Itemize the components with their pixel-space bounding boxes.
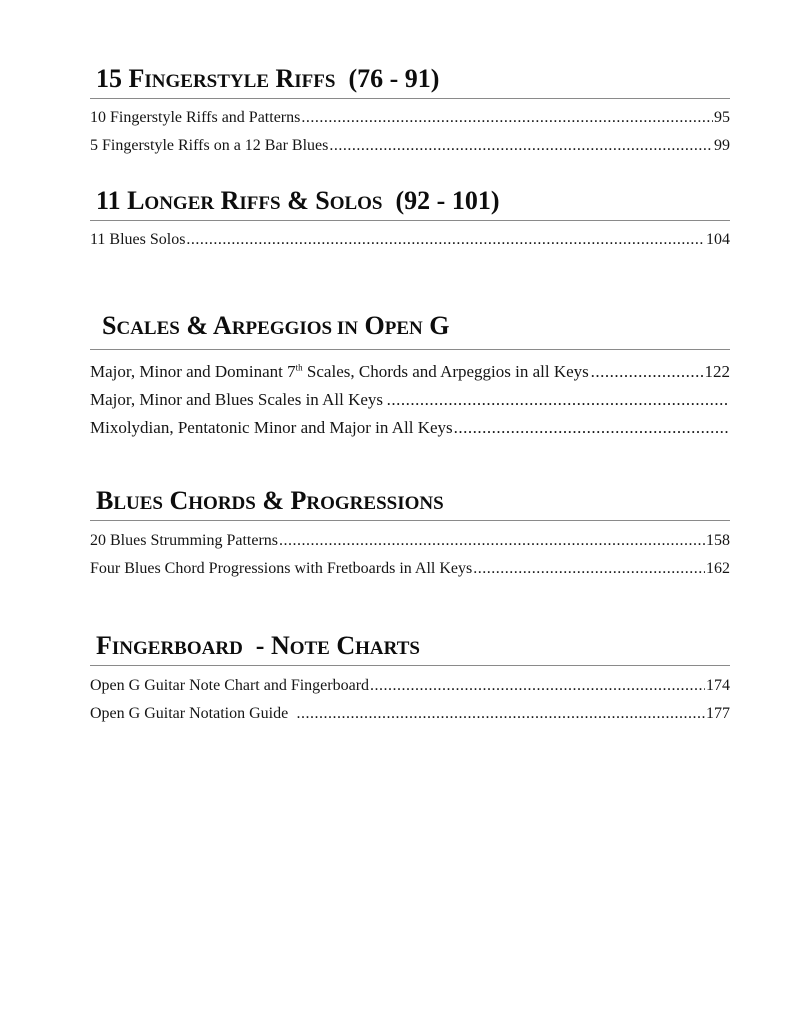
entry-page-number: 99	[714, 137, 730, 154]
heading-text: S	[102, 311, 117, 340]
dot-leader	[591, 358, 704, 386]
heading-text: IFFS	[239, 193, 281, 214]
heading-text: RPEGGIOS IN	[231, 318, 358, 339]
heading-text: & S	[280, 186, 330, 215]
heading-text: L	[127, 186, 145, 215]
toc-section-longer-riffs-solos	[90, 186, 730, 254]
heading-text: OLOS	[329, 193, 383, 214]
heading-text: - N	[242, 631, 290, 660]
entry-title: 5 Fingerstyle Riffs on a 12 Bar Blues	[90, 137, 329, 154]
section-heading	[90, 186, 730, 216]
toc-entry[interactable]	[90, 414, 730, 442]
toc-entry[interactable]	[90, 104, 730, 132]
toc-entry[interactable]	[90, 226, 730, 254]
heading-text: ROGRESSIONS	[306, 493, 444, 514]
superscript: th	[295, 362, 303, 373]
entry-title: Major, Minor and Blues Scales in All Keys	[90, 390, 384, 409]
toc-section-scales-arpeggios	[90, 311, 730, 442]
entry-title-part: Major, Minor and Dominant 7	[90, 362, 296, 381]
section-divider	[90, 349, 730, 350]
entry-page-number: 177	[706, 705, 730, 722]
entry-page-number: 162	[706, 560, 730, 577]
heading-text: IFFS	[294, 71, 336, 92]
toc-entry[interactable]	[90, 132, 730, 160]
section-divider	[90, 520, 730, 521]
heading-text: C	[329, 631, 356, 660]
dot-leader	[370, 672, 705, 700]
heading-text: G	[422, 311, 450, 340]
dot-leader	[329, 132, 713, 160]
entry-title: 11 Blues Solos	[90, 231, 186, 248]
toc-entry[interactable]	[90, 672, 730, 700]
heading-number: 15	[96, 64, 129, 93]
heading-text: R	[214, 186, 240, 215]
section-divider	[90, 220, 730, 221]
entry-page-number: 95	[714, 109, 730, 126]
heading-text: & P	[255, 486, 307, 515]
section-heading	[90, 64, 730, 94]
entry-page-number: 104	[706, 231, 730, 248]
entry-page-number: 158	[706, 532, 730, 549]
section-heading	[90, 311, 730, 341]
entry-title-part: Scales, Chords and Arpeggios in all Keys	[302, 362, 589, 381]
toc-entry[interactable]	[90, 700, 730, 728]
heading-text: & A	[179, 311, 232, 340]
heading-text: ONGER	[144, 193, 215, 214]
heading-text: C	[162, 486, 189, 515]
toc-entry[interactable]	[90, 555, 730, 583]
dot-leader	[279, 527, 705, 555]
heading-text: LUES	[113, 493, 163, 514]
section-heading	[90, 486, 730, 516]
section-divider	[90, 98, 730, 99]
heading-text: INGERSTYLE	[144, 71, 269, 92]
entry-page-number: 174	[706, 677, 730, 694]
entry-title: Open G Guitar Notation Guide	[90, 705, 293, 722]
dot-leader	[473, 555, 705, 583]
heading-text: HORDS	[188, 493, 256, 514]
entry-title: 10 Fingerstyle Riffs and Patterns	[90, 109, 301, 126]
dot-leader	[296, 700, 705, 728]
entry-title	[90, 358, 589, 386]
heading-page-range: (76 - 91)	[335, 64, 440, 93]
dot-leader	[186, 226, 705, 254]
dot-leader	[301, 104, 713, 132]
section-heading	[90, 631, 730, 661]
toc-entry[interactable]	[90, 527, 730, 555]
entry-title: 20 Blues Strumming Patterns	[90, 532, 278, 549]
toc-section-fingerstyle-riffs	[90, 64, 730, 160]
section-divider	[90, 665, 730, 666]
toc-entry[interactable]	[90, 386, 730, 414]
heading-page-range: (92 - 101)	[382, 186, 500, 215]
toc-entry[interactable]	[90, 358, 730, 386]
toc-section-fingerboard-note-charts	[90, 631, 730, 728]
entry-page-number: 122	[704, 362, 730, 381]
heading-text: PEN	[384, 318, 423, 339]
heading-text: O	[358, 311, 385, 340]
heading-text: INGERBOARD	[111, 638, 243, 659]
entry-title: Mixolydian, Pentatonic Minor and Major in All Keys	[90, 418, 453, 437]
heading-text: F	[128, 64, 145, 93]
heading-text: OTE	[289, 638, 330, 659]
toc-section-blues-chords	[90, 486, 730, 583]
heading-text: F	[96, 631, 112, 660]
entry-title: Open G Guitar Note Chart and Fingerboard	[90, 677, 370, 694]
heading-text: CALES	[116, 318, 180, 339]
heading-text: HARTS	[355, 638, 420, 659]
heading-number: 11	[96, 186, 128, 215]
dot-leader	[454, 414, 729, 442]
heading-text: R	[269, 64, 295, 93]
dot-leader	[387, 386, 729, 414]
entry-title: Four Blues Chord Progressions with Fretboards in All Keys	[90, 560, 473, 577]
heading-text: B	[96, 486, 114, 515]
